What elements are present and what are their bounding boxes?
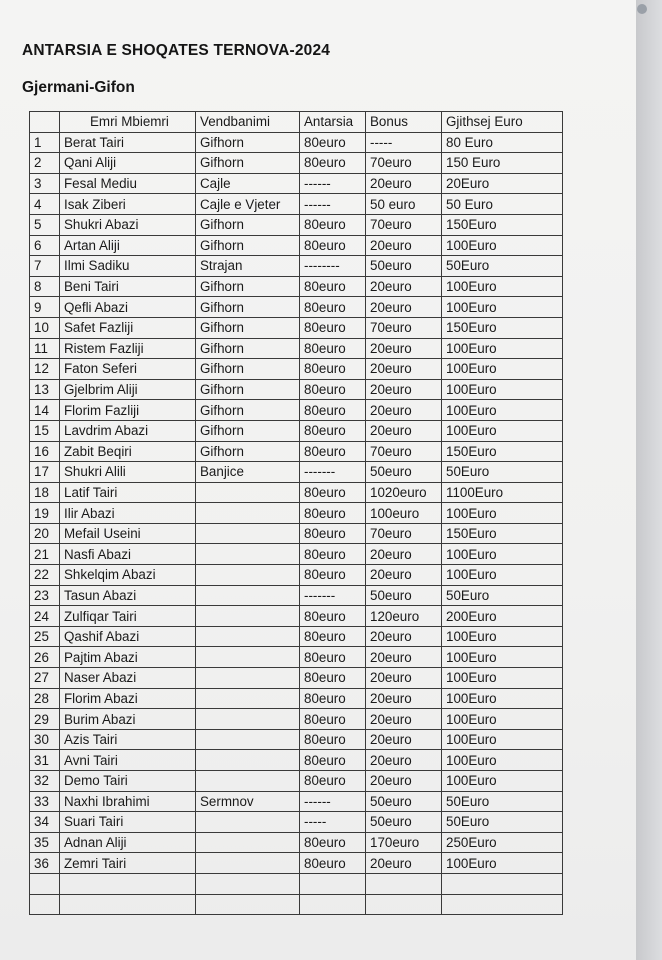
table-row: [30, 420, 563, 441]
total-euro: 100Euro: [442, 565, 563, 586]
bonus: 20euro: [366, 647, 442, 668]
row-number: [30, 873, 60, 894]
membership-fee: 80euro: [300, 647, 366, 668]
table-row: [30, 235, 563, 256]
residence: Gifhorn: [196, 317, 300, 338]
member-name: Shkelqim Abazi: [60, 565, 196, 586]
member-name: Berat Tairi: [60, 132, 196, 153]
membership-fee: 80euro: [300, 379, 366, 400]
membership-fee: 80euro: [300, 832, 366, 853]
bonus: 70euro: [366, 441, 442, 462]
residence: [196, 606, 300, 627]
row-number: 8: [30, 276, 60, 297]
total-euro: 150Euro: [442, 441, 563, 462]
membership-fee: 80euro: [300, 400, 366, 421]
table-row: [30, 771, 563, 792]
table-header-row: [30, 112, 563, 133]
membership-fee: 80euro: [300, 688, 366, 709]
total-euro: 50Euro: [442, 585, 563, 606]
bonus: 20euro: [366, 729, 442, 750]
total-euro: 50Euro: [442, 812, 563, 833]
row-number: 12: [30, 359, 60, 380]
membership-fee: 80euro: [300, 565, 366, 586]
membership-fee: 80euro: [300, 626, 366, 647]
residence: [196, 853, 300, 874]
member-name: Suari Tairi: [60, 812, 196, 833]
member-name: Faton Seferi: [60, 359, 196, 380]
bonus: 70euro: [366, 214, 442, 235]
bonus: 20euro: [366, 359, 442, 380]
bonus: 50euro: [366, 812, 442, 833]
residence: [196, 688, 300, 709]
row-number: 11: [30, 338, 60, 359]
member-name: Artan Aliji: [60, 235, 196, 256]
total-euro: 50 Euro: [442, 194, 563, 215]
bonus: 50euro: [366, 585, 442, 606]
total-euro: 50Euro: [442, 791, 563, 812]
header-bonus: Bonus: [366, 112, 442, 133]
member-name: Zulfiqar Tairi: [60, 606, 196, 627]
bonus: 20euro: [366, 276, 442, 297]
document-title: ANTARSIA E SHOQATES TERNOVA-2024: [22, 42, 331, 59]
bonus: 20euro: [366, 709, 442, 730]
member-name: Tasun Abazi: [60, 585, 196, 606]
table-row: [30, 791, 563, 812]
member-name: Avni Tairi: [60, 750, 196, 771]
total-euro: 100Euro: [442, 647, 563, 668]
total-euro: 100Euro: [442, 709, 563, 730]
table-row: [30, 297, 563, 318]
total-euro: 100Euro: [442, 626, 563, 647]
row-number: 7: [30, 256, 60, 277]
member-name: [60, 873, 196, 894]
residence: [196, 750, 300, 771]
row-number: 35: [30, 832, 60, 853]
residence: Gifhorn: [196, 379, 300, 400]
residence: Gifhorn: [196, 400, 300, 421]
bonus: [366, 873, 442, 894]
member-name: Zabit Beqiri: [60, 441, 196, 462]
member-name: Beni Tairi: [60, 276, 196, 297]
row-number: 6: [30, 235, 60, 256]
bonus: 20euro: [366, 173, 442, 194]
table-row: [30, 812, 563, 833]
row-number: 18: [30, 482, 60, 503]
residence: [196, 894, 300, 915]
row-number: 1: [30, 132, 60, 153]
row-number: 30: [30, 729, 60, 750]
table-row: [30, 688, 563, 709]
member-name: Safet Fazliji: [60, 317, 196, 338]
residence: Cajle e Vjeter: [196, 194, 300, 215]
residence: [196, 523, 300, 544]
total-euro: 100Euro: [442, 359, 563, 380]
member-name: Latif Tairi: [60, 482, 196, 503]
residence: [196, 626, 300, 647]
total-euro: 50Euro: [442, 462, 563, 483]
table-row: [30, 338, 563, 359]
bonus: 50 euro: [366, 194, 442, 215]
row-number: 5: [30, 214, 60, 235]
membership-fee: 80euro: [300, 771, 366, 792]
member-name: Ilir Abazi: [60, 503, 196, 524]
residence: [196, 729, 300, 750]
total-euro: 100Euro: [442, 729, 563, 750]
membership-fee: 80euro: [300, 668, 366, 689]
bonus: 20euro: [366, 688, 442, 709]
table-row: [30, 709, 563, 730]
member-name: Mefail Useini: [60, 523, 196, 544]
row-number: 2: [30, 153, 60, 174]
total-euro: 100Euro: [442, 668, 563, 689]
total-euro: 20Euro: [442, 173, 563, 194]
table-row: [30, 668, 563, 689]
total-euro: 100Euro: [442, 503, 563, 524]
total-euro: 150 Euro: [442, 153, 563, 174]
member-name: Adnan Aliji: [60, 832, 196, 853]
member-name: Lavdrim Abazi: [60, 420, 196, 441]
membership-fee: 80euro: [300, 750, 366, 771]
total-euro: 200Euro: [442, 606, 563, 627]
residence: Gifhorn: [196, 153, 300, 174]
bonus: [366, 894, 442, 915]
total-euro: 100Euro: [442, 750, 563, 771]
total-euro: 150Euro: [442, 214, 563, 235]
row-number: 3: [30, 173, 60, 194]
header-residence: Vendbanimi: [196, 112, 300, 133]
bonus: 20euro: [366, 750, 442, 771]
table-row: [30, 585, 563, 606]
bonus: 20euro: [366, 420, 442, 441]
membership-fee: 80euro: [300, 235, 366, 256]
table-row: [30, 626, 563, 647]
bonus: 100euro: [366, 503, 442, 524]
total-euro: 100Euro: [442, 400, 563, 421]
row-number: 25: [30, 626, 60, 647]
member-name: Nasfi Abazi: [60, 544, 196, 565]
membership-fee: 80euro: [300, 606, 366, 627]
member-name: Shukri Alili: [60, 462, 196, 483]
table-row: [30, 750, 563, 771]
bonus: 20euro: [366, 400, 442, 421]
residence: Cajle: [196, 173, 300, 194]
member-name: Florim Abazi: [60, 688, 196, 709]
membership-fee: -------: [300, 462, 366, 483]
member-name: Naxhi Ibrahimi: [60, 791, 196, 812]
row-number: 15: [30, 420, 60, 441]
row-number: 19: [30, 503, 60, 524]
row-number: 17: [30, 462, 60, 483]
residence: Gifhorn: [196, 359, 300, 380]
residence: [196, 812, 300, 833]
membership-fee: 80euro: [300, 482, 366, 503]
table-row: [30, 894, 563, 915]
bonus: 1020euro: [366, 482, 442, 503]
residence: [196, 503, 300, 524]
residence: [196, 585, 300, 606]
total-euro: 50Euro: [442, 256, 563, 277]
row-number: 28: [30, 688, 60, 709]
total-euro: 100Euro: [442, 771, 563, 792]
header-number: [30, 112, 60, 133]
membership-table: [29, 111, 563, 915]
member-name: Isak Ziberi: [60, 194, 196, 215]
row-number: 20: [30, 523, 60, 544]
table-row: [30, 276, 563, 297]
table-row: [30, 317, 563, 338]
residence: Gifhorn: [196, 214, 300, 235]
row-number: 9: [30, 297, 60, 318]
bonus: 20euro: [366, 565, 442, 586]
bonus: 20euro: [366, 544, 442, 565]
bonus: 20euro: [366, 853, 442, 874]
membership-fee: 80euro: [300, 317, 366, 338]
member-name: Shukri Abazi: [60, 214, 196, 235]
document-subtitle: Gjermani-Gifon: [22, 79, 135, 96]
member-name: Qashif Abazi: [60, 626, 196, 647]
residence: Strajan: [196, 256, 300, 277]
member-name: Demo Tairi: [60, 771, 196, 792]
table-row: [30, 606, 563, 627]
membership-fee: -------: [300, 585, 366, 606]
residence: [196, 832, 300, 853]
total-euro: 150Euro: [442, 523, 563, 544]
membership-fee: 80euro: [300, 544, 366, 565]
member-name: Ilmi Sadiku: [60, 256, 196, 277]
membership-fee: 80euro: [300, 297, 366, 318]
residence: Gifhorn: [196, 338, 300, 359]
table-row: [30, 482, 563, 503]
membership-fee: [300, 894, 366, 915]
total-euro: 1100Euro: [442, 482, 563, 503]
table-row: [30, 379, 563, 400]
member-name: Pajtim Abazi: [60, 647, 196, 668]
membership-fee: 80euro: [300, 729, 366, 750]
bonus: 20euro: [366, 338, 442, 359]
membership-fee: 80euro: [300, 132, 366, 153]
total-euro: 100Euro: [442, 297, 563, 318]
total-euro: [442, 873, 563, 894]
member-name: Fesal Mediu: [60, 173, 196, 194]
row-number: 27: [30, 668, 60, 689]
total-euro: 100Euro: [442, 235, 563, 256]
membership-fee: --------: [300, 256, 366, 277]
membership-fee: 80euro: [300, 338, 366, 359]
row-number: 34: [30, 812, 60, 833]
table-body: [30, 132, 563, 915]
residence: [196, 647, 300, 668]
row-number: 23: [30, 585, 60, 606]
row-number: 21: [30, 544, 60, 565]
table-row: [30, 441, 563, 462]
total-euro: 150Euro: [442, 317, 563, 338]
total-euro: 100Euro: [442, 688, 563, 709]
member-name: Azis Tairi: [60, 729, 196, 750]
table-row: [30, 544, 563, 565]
bonus: 50euro: [366, 462, 442, 483]
residence: Sermnov: [196, 791, 300, 812]
residence: Gifhorn: [196, 420, 300, 441]
membership-fee: 80euro: [300, 276, 366, 297]
table-row: [30, 523, 563, 544]
residence: [196, 482, 300, 503]
total-euro: 100Euro: [442, 276, 563, 297]
bonus: 20euro: [366, 379, 442, 400]
total-euro: 100Euro: [442, 853, 563, 874]
bonus: 120euro: [366, 606, 442, 627]
table-row: [30, 359, 563, 380]
membership-fee: 80euro: [300, 709, 366, 730]
row-number: 31: [30, 750, 60, 771]
table-row: [30, 503, 563, 524]
membership-fee: 80euro: [300, 420, 366, 441]
table-row: [30, 729, 563, 750]
bonus: 70euro: [366, 523, 442, 544]
membership-fee: 80euro: [300, 214, 366, 235]
membership-fee: ------: [300, 194, 366, 215]
row-number: 16: [30, 441, 60, 462]
table-row: [30, 214, 563, 235]
residence: Gifhorn: [196, 297, 300, 318]
row-number: 36: [30, 853, 60, 874]
row-number: 29: [30, 709, 60, 730]
member-name: Qefli Abazi: [60, 297, 196, 318]
bonus: 20euro: [366, 626, 442, 647]
membership-fee: 80euro: [300, 441, 366, 462]
bonus: 170euro: [366, 832, 442, 853]
total-euro: 250Euro: [442, 832, 563, 853]
header-total-euro: Gjithsej Euro: [442, 112, 563, 133]
total-euro: 100Euro: [442, 420, 563, 441]
member-name: Naser Abazi: [60, 668, 196, 689]
bonus: -----: [366, 132, 442, 153]
table-row: [30, 173, 563, 194]
table-row: [30, 256, 563, 277]
table-row: [30, 873, 563, 894]
row-number: 33: [30, 791, 60, 812]
member-name: Ristem Fazliji: [60, 338, 196, 359]
bonus: 50euro: [366, 256, 442, 277]
membership-fee: 80euro: [300, 853, 366, 874]
bonus: 20euro: [366, 668, 442, 689]
residence: Gifhorn: [196, 235, 300, 256]
total-euro: 80 Euro: [442, 132, 563, 153]
membership-fee: 80euro: [300, 503, 366, 524]
table-row: [30, 647, 563, 668]
row-number: 32: [30, 771, 60, 792]
table-row: [30, 565, 563, 586]
bonus: 20euro: [366, 297, 442, 318]
total-euro: 100Euro: [442, 338, 563, 359]
row-number: 14: [30, 400, 60, 421]
row-number: 10: [30, 317, 60, 338]
member-name: Florim Fazliji: [60, 400, 196, 421]
member-name: Burim Abazi: [60, 709, 196, 730]
membership-fee: [300, 873, 366, 894]
residence: [196, 873, 300, 894]
header-membership: Antarsia: [300, 112, 366, 133]
residence: [196, 709, 300, 730]
row-number: [30, 894, 60, 915]
total-euro: 100Euro: [442, 544, 563, 565]
bonus: 20euro: [366, 235, 442, 256]
membership-fee: ------: [300, 173, 366, 194]
table-row: [30, 853, 563, 874]
residence: [196, 565, 300, 586]
row-number: 22: [30, 565, 60, 586]
residence: Gifhorn: [196, 441, 300, 462]
membership-fee: 80euro: [300, 153, 366, 174]
member-name: Qani Aliji: [60, 153, 196, 174]
bonus: 20euro: [366, 771, 442, 792]
row-number: 13: [30, 379, 60, 400]
total-euro: [442, 894, 563, 915]
table-row: [30, 153, 563, 174]
member-name: [60, 894, 196, 915]
row-number: 24: [30, 606, 60, 627]
membership-fee: 80euro: [300, 523, 366, 544]
residence: [196, 771, 300, 792]
page-edge-background: [636, 0, 662, 960]
residence: Gifhorn: [196, 276, 300, 297]
table-row: [30, 832, 563, 853]
row-number: 26: [30, 647, 60, 668]
residence: [196, 544, 300, 565]
membership-fee: 80euro: [300, 359, 366, 380]
residence: Gifhorn: [196, 132, 300, 153]
bonus: 70euro: [366, 153, 442, 174]
table-row: [30, 194, 563, 215]
table-row: [30, 462, 563, 483]
member-name: Gjelbrim Aliji: [60, 379, 196, 400]
membership-fee: ------: [300, 791, 366, 812]
member-name: Zemri Tairi: [60, 853, 196, 874]
table-row: [30, 400, 563, 421]
membership-fee: -----: [300, 812, 366, 833]
table-row: [30, 132, 563, 153]
total-euro: 100Euro: [442, 379, 563, 400]
residence: [196, 668, 300, 689]
row-number: 4: [30, 194, 60, 215]
bonus: 70euro: [366, 317, 442, 338]
bonus: 50euro: [366, 791, 442, 812]
header-name: Emri Mbiemri: [60, 112, 196, 133]
corner-dot-icon: [637, 4, 647, 14]
residence: Banjice: [196, 462, 300, 483]
